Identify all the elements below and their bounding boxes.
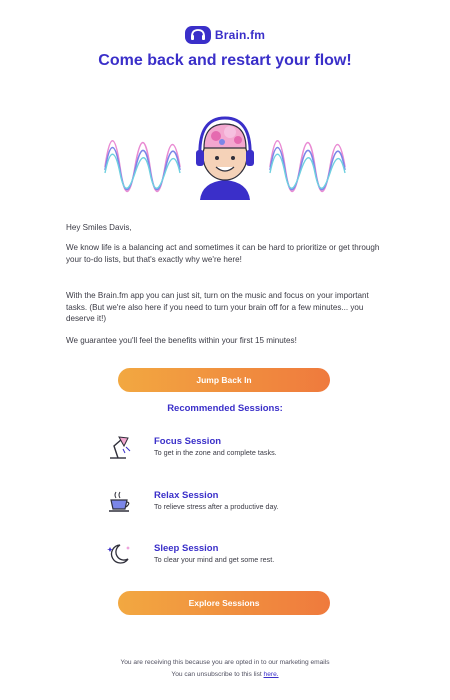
body-paragraph-1: We know life is a balancing act and sometimes it can be hard to prioritize or get through your to-do lists, but that's exactly why we're here! [66, 243, 380, 264]
session-description: To clear your mind and get some rest. [154, 555, 275, 564]
moon-stars-icon [104, 541, 134, 567]
footer-unsubscribe-line [0, 669, 450, 681]
page-headline: Come back and restart your flow! [98, 52, 352, 69]
body-paragraph-2: With the Brain.fm app you can just sit, turn on the music and focus on your important tasks. (But we're also here if you need to turn your brain off for a few minutes... you deserve it!) [66, 291, 369, 323]
desk-lamp-icon [104, 434, 134, 460]
brain-logo-icon [185, 26, 211, 44]
brand-logo[interactable] [0, 26, 450, 44]
recommended-sessions-title: Recommended Sessions: [167, 403, 283, 414]
session-title: Focus Session [154, 436, 222, 447]
brand-name: Brain.fm [214, 28, 266, 42]
session-title: Relax Session [154, 490, 219, 501]
session-sleep[interactable] [104, 541, 364, 571]
session-description: To relieve stress after a productive day. [154, 502, 279, 511]
session-relax[interactable] [104, 488, 364, 518]
explore-sessions-button[interactable]: Explore Sessions [118, 591, 330, 615]
session-description: To get in the zone and complete tasks. [154, 448, 277, 457]
session-focus[interactable] [104, 434, 364, 464]
footer [0, 657, 450, 681]
footer-optin-text: You are receiving this because you are opted in to our marketing emails [120, 659, 330, 666]
footer-unsubscribe-text: You can unsubscribe to this list [171, 671, 262, 678]
body-paragraph-3: We guarantee you'll feel the benefits within your first 15 minutes! [66, 336, 297, 345]
greeting-text: Hey Smiles Davis, [66, 223, 132, 232]
unsubscribe-link[interactable]: here. [263, 671, 279, 678]
jump-back-in-button[interactable]: Jump Back In [118, 368, 330, 392]
session-title: Sleep Session [154, 543, 219, 554]
person-with-headphones-illustration [100, 112, 350, 200]
coffee-cup-icon [104, 488, 134, 514]
